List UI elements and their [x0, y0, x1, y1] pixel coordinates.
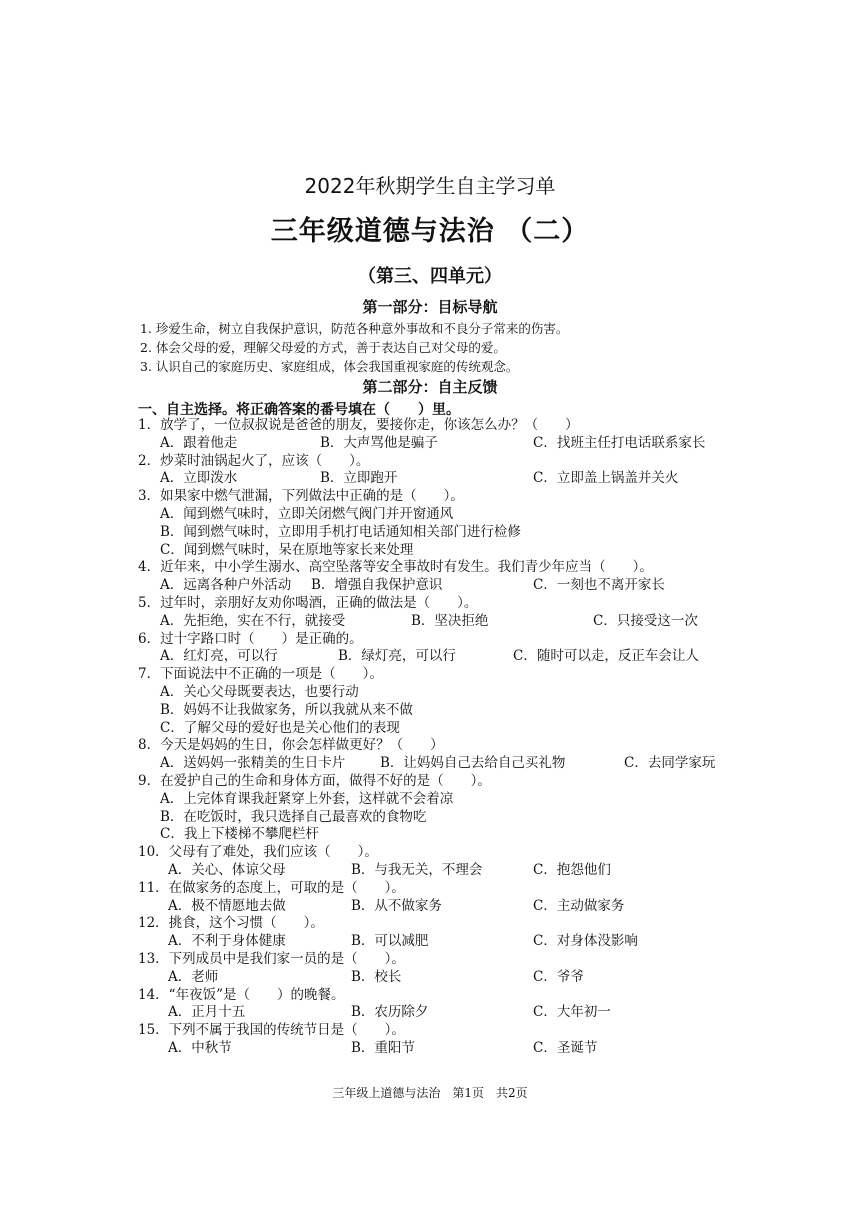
answer-option[interactable]: C．抱怨他们: [533, 861, 611, 878]
option-row: [138, 684, 738, 702]
question-stem: 5．过年时，亲朋好友劝你喝酒，正确的做法是（ ）。: [138, 594, 478, 611]
question-stem: 13．下列成员中是我们家一员的是（ ）。: [138, 950, 405, 967]
option-row: [138, 791, 738, 809]
answer-option[interactable]: A．极不情愿地去做: [168, 897, 286, 914]
question-stem: 7．下面说法中不正确的一项是（ ）。: [138, 666, 383, 683]
answer-option[interactable]: A．闻到燃气味时，立即关闭燃气阀门并开窗通风: [160, 505, 454, 522]
option-row: [138, 862, 738, 880]
page-footer: 三年级上道德与法治 第1页 共2页: [332, 1086, 528, 1100]
option-row: [138, 826, 738, 844]
answer-option[interactable]: C．对身体没影响: [533, 933, 638, 950]
question-stem: 6．过十字路口时（ ）是正确的。: [138, 630, 363, 647]
answer-option[interactable]: B．立即跑开: [320, 470, 398, 487]
goal-item: 3. 认识自己的家庭历史、家庭组成，体会我国重视家庭的传统观念。: [140, 359, 519, 374]
answer-option[interactable]: C．立即盖上锅盖并关火: [533, 470, 679, 487]
answer-option[interactable]: C．找班主任打电话联系家长: [533, 434, 706, 451]
answer-option[interactable]: B．校长: [351, 968, 402, 985]
worksheet-units: （第三、四单元）: [358, 266, 502, 287]
worksheet-subtitle: 三年级道德与法治 （二）: [270, 216, 590, 247]
question-stem: 3．如果家中燃气泄漏，下列做法中正确的是（ ）。: [138, 488, 464, 505]
answer-option[interactable]: B．从不做家务: [351, 897, 442, 914]
answer-option[interactable]: C．闻到燃气味时，呆在原地等家长来处理: [160, 541, 414, 558]
answer-option[interactable]: A．关心父母既要表达，也要行动: [160, 683, 359, 700]
option-row: [138, 577, 738, 595]
option-row: [138, 933, 738, 951]
option-row: [138, 1040, 738, 1058]
answer-option[interactable]: B．增强自我保护意识: [311, 577, 443, 594]
answer-option[interactable]: C．了解父母的爱好也是关心他们的表现: [160, 719, 400, 736]
answer-option[interactable]: A．红灯亮，可以行: [160, 648, 278, 665]
option-row: [138, 524, 738, 542]
question-stem: 12．挑食，这个习惯（ ）。: [138, 915, 324, 932]
option-row: [138, 1004, 738, 1022]
question-stem: 8．今天是妈妈的生日，你会怎样做更好？（ ）: [138, 737, 444, 754]
answer-option[interactable]: B．闻到燃气味时，立即用手机打电话通知相关部门进行检修: [160, 523, 521, 540]
option-row: [138, 755, 738, 773]
option-row: [138, 898, 738, 916]
answer-option[interactable]: C．随时可以走，反正车会让人: [513, 648, 699, 665]
option-row: [138, 648, 738, 666]
answer-option[interactable]: C．一刻也不离开家长: [533, 577, 665, 594]
question-list: [138, 417, 738, 1058]
answer-option[interactable]: B．可以减肥: [351, 933, 429, 950]
option-row: [138, 506, 738, 524]
question-stem: 1．放学了，一位叔叔说是爸爸的朋友，要接你走，你该怎么办？（ ）: [138, 417, 579, 433]
answer-option[interactable]: A．不利于身体健康: [168, 933, 286, 950]
option-row: [138, 542, 738, 560]
answer-option[interactable]: B．与我无关，不理会: [351, 861, 483, 878]
answer-option[interactable]: C．我上下楼梯不攀爬栏杆: [160, 826, 319, 843]
section-instruction: 一、自主选择。将正确答案的番号填在（ ）里。: [138, 402, 460, 418]
answer-option[interactable]: B．让妈妈自己去给自己买礼物: [380, 755, 566, 772]
part2-heading: 第二部分：自主反馈: [362, 378, 498, 396]
option-row: [138, 969, 738, 987]
answer-option[interactable]: A．立即泼水: [160, 470, 238, 487]
question-stem: 10．父母有了难处，我们应该（ ）。: [138, 844, 378, 861]
answer-option[interactable]: A．上完体育课我赶紧穿上外套，这样就不会着凉: [160, 790, 454, 807]
question-stem: 15．下列不属于我国的传统节日是（ ）。: [138, 1022, 405, 1039]
answer-option[interactable]: A．送妈妈一张精美的生日卡片: [160, 755, 346, 772]
goal-item: 2. 体会父母的爱，理解父母爱的方式，善于表达自己对父母的爱。: [140, 340, 506, 355]
answer-option[interactable]: A．中秋节: [168, 1039, 232, 1056]
answer-option[interactable]: C．只接受这一次: [593, 612, 698, 629]
part1-heading: 第一部分：目标导航: [362, 298, 498, 316]
option-row: [138, 720, 738, 738]
answer-option[interactable]: B．农历除夕: [351, 1004, 429, 1021]
answer-option[interactable]: A．老师: [168, 968, 219, 985]
answer-option[interactable]: B．在吃饭时，我只选择自己最喜欢的食物吃: [160, 808, 427, 825]
answer-option[interactable]: C．大年初一: [533, 1004, 611, 1021]
answer-option[interactable]: B．大声骂他是骗子: [320, 434, 438, 451]
answer-option[interactable]: B．绿灯亮，可以行: [338, 648, 456, 665]
answer-option[interactable]: B．重阳节: [351, 1039, 415, 1056]
answer-option[interactable]: A．关心、体谅父母: [168, 861, 286, 878]
option-row: [138, 809, 738, 827]
answer-option[interactable]: A．远离各种户外活动: [160, 577, 292, 594]
answer-option[interactable]: A．跟着他走: [160, 434, 238, 451]
answer-option[interactable]: C．去同学家玩: [624, 755, 716, 772]
answer-option[interactable]: A．正月十五: [168, 1004, 246, 1021]
question-stem: 11．在做家务的态度上，可取的是（ ）。: [138, 879, 405, 896]
option-row: [138, 470, 738, 488]
answer-option[interactable]: A．先拒绝，实在不行，就接受: [160, 612, 346, 629]
answer-option[interactable]: C．爷爷: [533, 968, 584, 985]
question-stem: 14．“年夜饭”是（ ）的晚餐。: [138, 986, 345, 1003]
answer-option[interactable]: B．坚决拒绝: [411, 612, 489, 629]
question-stem: 9．在爱护自己的生命和身体方面，做得不好的是（ ）。: [138, 772, 491, 789]
option-row: [138, 613, 738, 631]
option-row: [138, 702, 738, 720]
answer-option[interactable]: C．主动做家务: [533, 897, 625, 914]
goal-item: 1. 珍爱生命，树立自我保护意识，防范各种意外事故和不良分子常来的伤害。: [140, 321, 569, 336]
question-stem: 4．近年来，中小学生溺水、高空坠落等安全事故时有发生。我们青少年应当（ ）。: [138, 559, 653, 576]
answer-option[interactable]: C．圣诞节: [533, 1039, 598, 1056]
answer-option[interactable]: B．妈妈不让我做家务，所以我就从来不做: [160, 701, 413, 718]
worksheet-title: 2022年秋期学生自主学习单: [304, 174, 556, 198]
question-stem: 2．炒菜时油锅起火了，应该（ ）。: [138, 452, 370, 469]
option-row: [138, 435, 738, 453]
